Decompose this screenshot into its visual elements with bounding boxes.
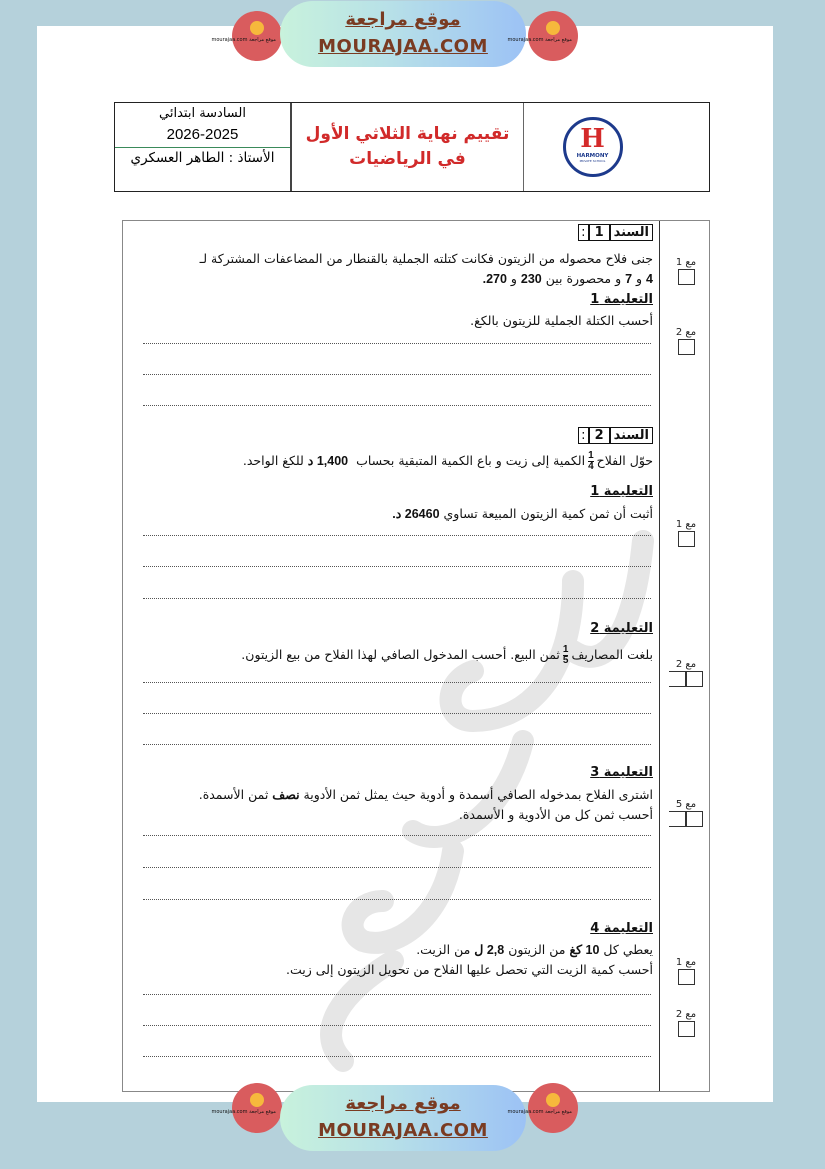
exam-body — [122, 220, 710, 1092]
criterion-label: مع 5 — [675, 799, 697, 810]
sanad-2-instruction-1-text: أثبت أن ثمن كمية الزيتون المبيعة تساوي 26460 د. — [392, 506, 653, 521]
criterion-label: مع 1 — [675, 957, 697, 968]
sanad-number: 2 — [589, 427, 610, 444]
sanad-2-instruction-3-title: التعليمة 3 — [590, 765, 653, 780]
criterion-mark — [666, 799, 706, 830]
criterion-mark — [666, 519, 706, 550]
score-box[interactable] — [678, 1021, 695, 1037]
logo-icon — [250, 21, 264, 35]
criterion-label: مع 1 — [675, 519, 697, 530]
answer-line[interactable] — [143, 374, 651, 375]
sanad-label: السند — [610, 224, 653, 241]
score-box[interactable] — [678, 339, 695, 355]
sanad-1-text-line2: 4 و 7 و محصورة بين 230 و 270. — [482, 271, 653, 286]
criterion-label: مع 2 — [675, 659, 697, 670]
answer-line[interactable] — [143, 682, 651, 683]
exam-header — [114, 102, 710, 192]
criterion-mark — [666, 327, 706, 358]
site-banner-top[interactable] — [280, 1, 526, 67]
score-box[interactable] — [686, 671, 703, 687]
header-info-cell — [115, 103, 292, 191]
exam-title-line2: في الرياضيات — [349, 149, 466, 169]
site-badge-right-top — [507, 11, 578, 61]
site-badge-right-bottom — [507, 1083, 578, 1133]
score-box[interactable] — [686, 811, 703, 827]
sanad-colon: : — [578, 427, 588, 444]
sanad-2-instruction-1-title: التعليمة 1 — [590, 484, 653, 499]
sanad-2-instruction-4-title: التعليمة 4 — [590, 921, 653, 936]
banner-latin: MOURAJAA.COM — [318, 1120, 488, 1141]
logo-icon — [546, 21, 560, 35]
sanad-colon: : — [578, 224, 588, 241]
header-title-cell — [292, 103, 524, 191]
sanad-2-instruction-4-line1: يعطي كل 10 كغ من الزيتون 2,8 ل من الزيت. — [416, 942, 653, 957]
criterion-label: مع 1 — [675, 257, 697, 268]
sanad-2-instruction-2-title: التعليمة 2 — [590, 621, 653, 636]
answer-line[interactable] — [143, 713, 651, 714]
answer-line[interactable] — [143, 343, 651, 344]
banner-arabic: موقع مراجعة — [345, 1093, 461, 1114]
header-logo-cell — [524, 103, 709, 191]
score-box[interactable] — [678, 269, 695, 285]
answer-line[interactable] — [143, 994, 651, 995]
banner-latin: MOURAJAA.COM — [318, 36, 488, 57]
sanad-label: السند — [610, 427, 653, 444]
sanad-2-instruction-2-text: بلغت المصاريف $\frac{1}{5}$ ثمن البيع. أحسب المدخول الصافي لهذا الفلاح من بيع الزيتون. — [241, 644, 653, 666]
sanad-2-text: حوّل الفلاح $\frac{1}{4}$ الكمية إلى زيت و باع الكمية المتبقية بحساب 1,400 د للكغ الواحد. — [242, 450, 653, 472]
answer-line[interactable] — [143, 535, 651, 536]
sanad-1-heading — [578, 224, 653, 241]
sanad-2-heading — [578, 427, 653, 444]
divider — [115, 147, 290, 148]
criterion-mark — [666, 659, 706, 690]
site-badge-left-top — [211, 11, 282, 61]
answer-line[interactable] — [143, 405, 651, 406]
answer-line[interactable] — [143, 899, 651, 900]
grade-level: السادسة ابتدائي — [159, 106, 246, 121]
criterion-mark — [666, 957, 706, 988]
answer-line[interactable] — [143, 1025, 651, 1026]
criterion-mark — [666, 1009, 706, 1040]
site-banner-bottom[interactable] — [280, 1085, 526, 1151]
badge-text: موقع مراجعة mourajaa.com — [507, 37, 572, 43]
answer-line[interactable] — [143, 1056, 651, 1057]
teacher-name: الأستاذ : الطاهر العسكري — [130, 150, 275, 166]
sanad-2-instruction-3-line1: اشترى الفلاح بمدخوله الصافي أسمدة و أدوية حيث يمثل ثمن الأدوية نصف ثمن الأسمدة. — [198, 787, 653, 802]
answer-line[interactable] — [143, 598, 651, 599]
criterion-mark — [666, 257, 706, 288]
badge-text: موقع مراجعة mourajaa.com — [507, 1109, 572, 1115]
sanad-number: 1 — [589, 224, 610, 241]
logo-letter: H — [580, 124, 605, 154]
sanad-1-instruction-1-title: التعليمة 1 — [590, 292, 653, 307]
sanad-2-instruction-4-line2: أحسب كمية الزيت التي تحصل عليها الفلاح من تحويل الزيتون إلى زيت. — [285, 962, 653, 977]
logo-subtitle: PRIVATE SCHOOL — [579, 159, 606, 163]
school-logo — [563, 117, 623, 177]
answer-line[interactable] — [143, 835, 651, 836]
badge-text: موقع مراجعة mourajaa.com — [211, 1109, 276, 1115]
answer-line[interactable] — [143, 867, 651, 868]
logo-icon — [250, 1093, 264, 1107]
score-box[interactable] — [669, 811, 686, 827]
score-box[interactable] — [678, 969, 695, 985]
answer-line[interactable] — [143, 744, 651, 745]
exam-title — [306, 122, 510, 172]
exercise-column — [123, 221, 660, 1091]
sanad-1-text-line1: جنى فلاح محصوله من الزيتون فكانت كتلته الجملية بالقنطار من المضاعفات المشتركة لـ — [199, 251, 653, 266]
exam-title-line1: تقييم نهاية الثلاثي الأول — [305, 124, 510, 144]
criterion-label: مع 2 — [675, 327, 697, 338]
criterion-label: مع 2 — [675, 1009, 697, 1020]
answer-line[interactable] — [143, 566, 651, 567]
score-box[interactable] — [669, 671, 686, 687]
logo-icon — [546, 1093, 560, 1107]
school-year: 2026-2025 — [166, 126, 239, 143]
sanad-1-instruction-1-text: أحسب الكتلة الجملية للزيتون بالكغ. — [470, 313, 653, 328]
badge-text: موقع مراجعة mourajaa.com — [211, 37, 276, 43]
logo-name: HARMONY — [576, 153, 609, 159]
score-box[interactable] — [678, 531, 695, 547]
banner-arabic: موقع مراجعة — [345, 9, 461, 30]
sanad-2-instruction-3-line2: أحسب ثمن كل من الأدوية و الأسمدة. — [458, 807, 653, 822]
site-badge-left-bottom — [211, 1083, 282, 1133]
criteria-column — [660, 221, 709, 1091]
